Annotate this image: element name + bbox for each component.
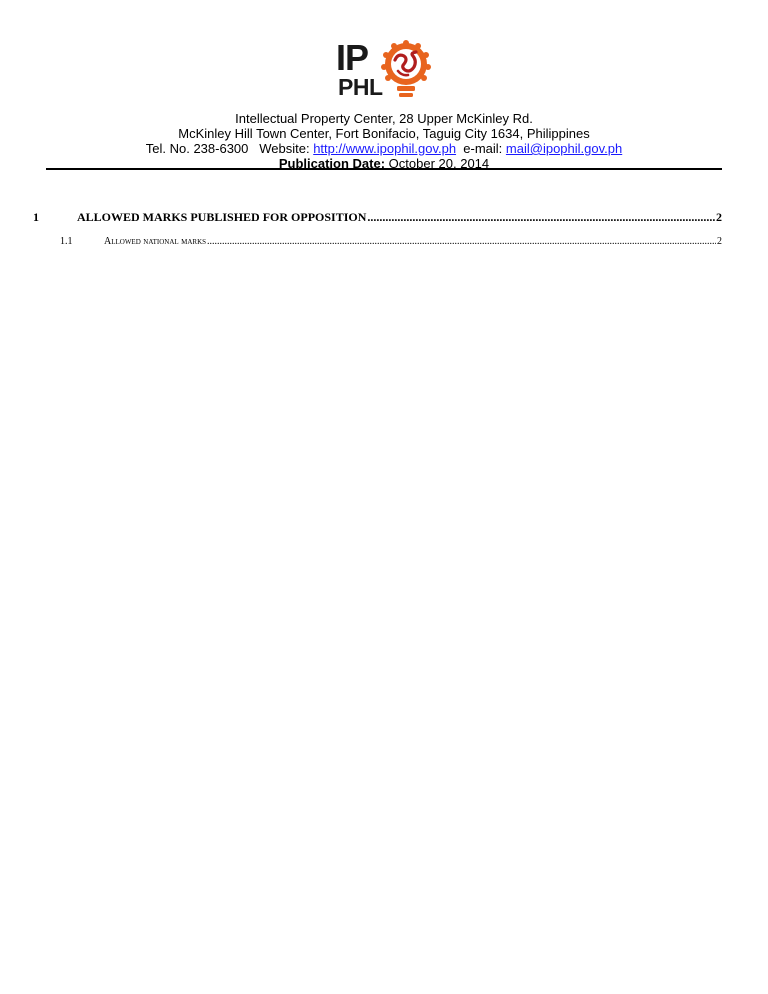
website-label: Website:: [259, 141, 310, 156]
logo-seal-icon: [380, 40, 432, 100]
email-label: e-mail:: [463, 141, 503, 156]
toc-dot-leader: [207, 236, 716, 248]
address-line-1: Intellectual Property Center, 28 Upper McKinley Rd.: [235, 111, 533, 126]
logo-text-ip: IP: [336, 37, 369, 78]
toc-entry-title: Allowed national marks: [104, 236, 207, 247]
ipophl-logo: [336, 37, 436, 104]
toc-entry-number: 1.1: [60, 236, 73, 247]
publication-date-label: Publication Date:: [278, 156, 386, 171]
toc-entry-title: ALLOWED MARKS PUBLISHED FOR OPPOSITION: [77, 210, 367, 224]
toc-dot-leader: [367, 210, 715, 224]
publication-date: October 20, 2014: [388, 156, 490, 171]
telephone: Tel. No. 238-6300: [145, 141, 249, 156]
website-link[interactable]: http://www.ipophil.gov.ph: [313, 141, 457, 156]
document-header: [0, 111, 768, 171]
email-link[interactable]: mail@ipophil.gov.ph: [505, 141, 623, 156]
toc-entry-page: 2: [717, 236, 722, 247]
contact-line: [0, 141, 768, 156]
toc-entry-leader: [104, 236, 722, 248]
logo-text-phl: PHL: [338, 74, 383, 100]
toc-entry-number: 1: [33, 210, 39, 224]
header-divider: [46, 168, 722, 170]
toc-entry-page: 2: [716, 210, 722, 224]
address-line-2: McKinley Hill Town Center, Fort Bonifacio, Taguig City 1634, Philippines: [178, 126, 590, 141]
toc-entry-leader: [77, 210, 722, 224]
